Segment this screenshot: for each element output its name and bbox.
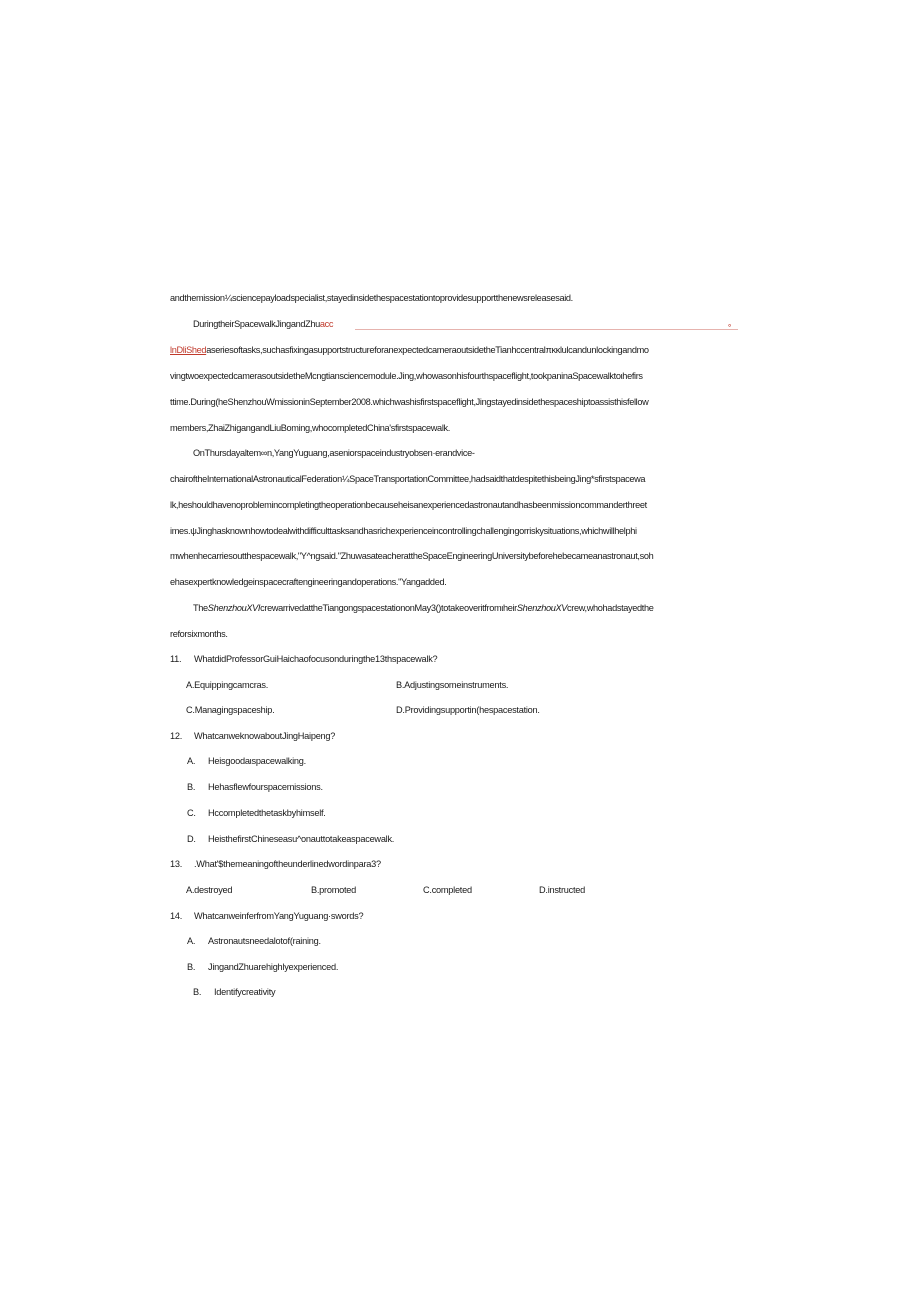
passage-line: chairoftheInternationalAstronauticalFederation¼SpaceTransportationCommittee,hadsaidthatdespitethisbeingJing*sfirstspacewa — [170, 474, 646, 484]
passage-line: ehasexpertknowledgeinspacecraftengineeringandoperations."Yangadded. — [170, 577, 447, 587]
question-number: 12. — [170, 731, 183, 741]
option-text: JingandZhuarehighlyexperienced. — [208, 962, 339, 972]
question-number: 13. — [170, 859, 183, 869]
passage-line: imes.ψJinghasknownhowtodealwithdifficulttasksandhasrichexperienceincontrollingchallengingorriskysituations,whichwillhelphi — [170, 526, 637, 536]
passage-line: lk,heshouldhavenoproblemincompletingtheoperationbecauseheisanexperiencedastronautandhasbeenmissioncommanderthreet — [170, 500, 647, 510]
passage-text: DuringtheirSpacewalkJingandZhu — [193, 319, 320, 329]
option-text: HeisthefirstChineseasu^onauttotakeaspacewalk. — [208, 834, 395, 844]
question-text: WhatdidProfessorGuiHaichaofocusonduringthe13thspacewalk? — [194, 654, 438, 664]
passage-line: OnThursdayaltem∞n,YangYuguang,aseniorspaceindustryobsen·erandvice- — [193, 448, 475, 458]
option-a — [187, 934, 321, 948]
option-text: Identifycreativity — [214, 987, 276, 997]
option-letter: A. — [187, 936, 196, 946]
option-b: B.promoted — [311, 885, 356, 895]
option-b — [187, 960, 338, 974]
question-12 — [170, 729, 335, 743]
option-a: A.Equippingcamcras. — [186, 680, 269, 690]
question-13 — [170, 857, 381, 871]
option-text: Hccompletedthetaskbyhimself. — [208, 808, 326, 818]
question-number: 11. — [170, 654, 182, 664]
passage-line: ttime.During(heShenzhouWmissioninSeptember2008.whichwashisfirstspaceflight,Jingstayedinsidethespaceshiptoassisthisfellow — [170, 397, 649, 407]
option-b — [187, 780, 323, 794]
tracked-change-rule — [355, 329, 738, 330]
tracked-change-text: acc — [319, 319, 334, 329]
option-letter: B. — [187, 782, 196, 792]
option-letter: C. — [187, 808, 196, 818]
passage-text: The — [193, 603, 208, 613]
option-c: C.completed — [423, 885, 472, 895]
option-d: D.instructed — [539, 885, 586, 895]
question-14 — [170, 909, 363, 923]
option-d: D.Providingsupportin(hespacestation. — [396, 705, 540, 715]
option-c: C.Managingspaceship. — [186, 705, 275, 715]
passage-text: aseriesoftasks,suchasfixingasupportstructureforanexpectedcameraoutsidetheTianhccentralπκκlulcandunlockingandmo — [206, 345, 649, 355]
option-d — [187, 832, 394, 846]
passage-line — [170, 343, 740, 357]
option-a — [187, 754, 306, 768]
question-number: 14. — [170, 911, 183, 921]
option-text: Heisgoodaιspacewalking. — [208, 756, 306, 766]
option-c — [187, 806, 326, 820]
passage-line: reforsixmonths. — [170, 629, 228, 639]
passage-line: vingtwoexpectedcamerasoutsidetheMcngtiansciencemodule.Jing,whowasonhisfourthspaceflight,tookpaninaSpacewalktoιhefirs — [170, 371, 643, 381]
option-letter: A. — [187, 756, 196, 766]
option-c — [193, 985, 275, 999]
option-letter: D. — [187, 834, 196, 844]
option-a: A.destroyed — [186, 885, 233, 895]
passage-line — [193, 601, 740, 615]
passage-line: members,ZhaiZhigangandLiuBoming,whocompletedChina'sfirstspacewalk. — [170, 423, 450, 433]
tracked-change-mark: ∘ — [727, 321, 733, 330]
question-text: WhatcanweknowaboutJingHaipeng? — [194, 731, 336, 741]
passage-text: crewarrivedattheTiangongspacestationonMay3()totakeoveritfromιheir — [260, 603, 517, 613]
spacecraft-name: ShenzhouXV — [516, 603, 568, 613]
question-text: WhatcanweinferfromYangYuguang·swords? — [194, 911, 364, 921]
tracked-change-text: lnDliShed — [170, 345, 207, 355]
question-text: .What'$themeaningoftheunderlinedwordinpara3? — [194, 859, 381, 869]
option-text: Hehasflewfourspacemissions. — [208, 782, 323, 792]
spacecraft-name: ShenzhouXVI — [207, 603, 261, 613]
option-letter: B. — [193, 987, 202, 997]
question-11 — [170, 652, 437, 666]
option-letter: B. — [187, 962, 196, 972]
passage-text: crew,whohadstayedthe — [567, 603, 654, 613]
passage-line: andthemission¼sciencepayloadspecialist,stayedinsidethespacestationtoprovidesupportthenewsreleasesaid. — [170, 293, 573, 303]
option-text: Astronautsneedalotof(raining. — [208, 936, 321, 946]
option-b: B.Adjustingsomeinstruments. — [396, 680, 509, 690]
passage-line: mwhenhecarriesoutthespacewalk,"Y^ngsaid."ZhuwasateacherattheSpaceEngineeringUniversitybeforehebecameanastronaut,soh — [170, 551, 654, 561]
